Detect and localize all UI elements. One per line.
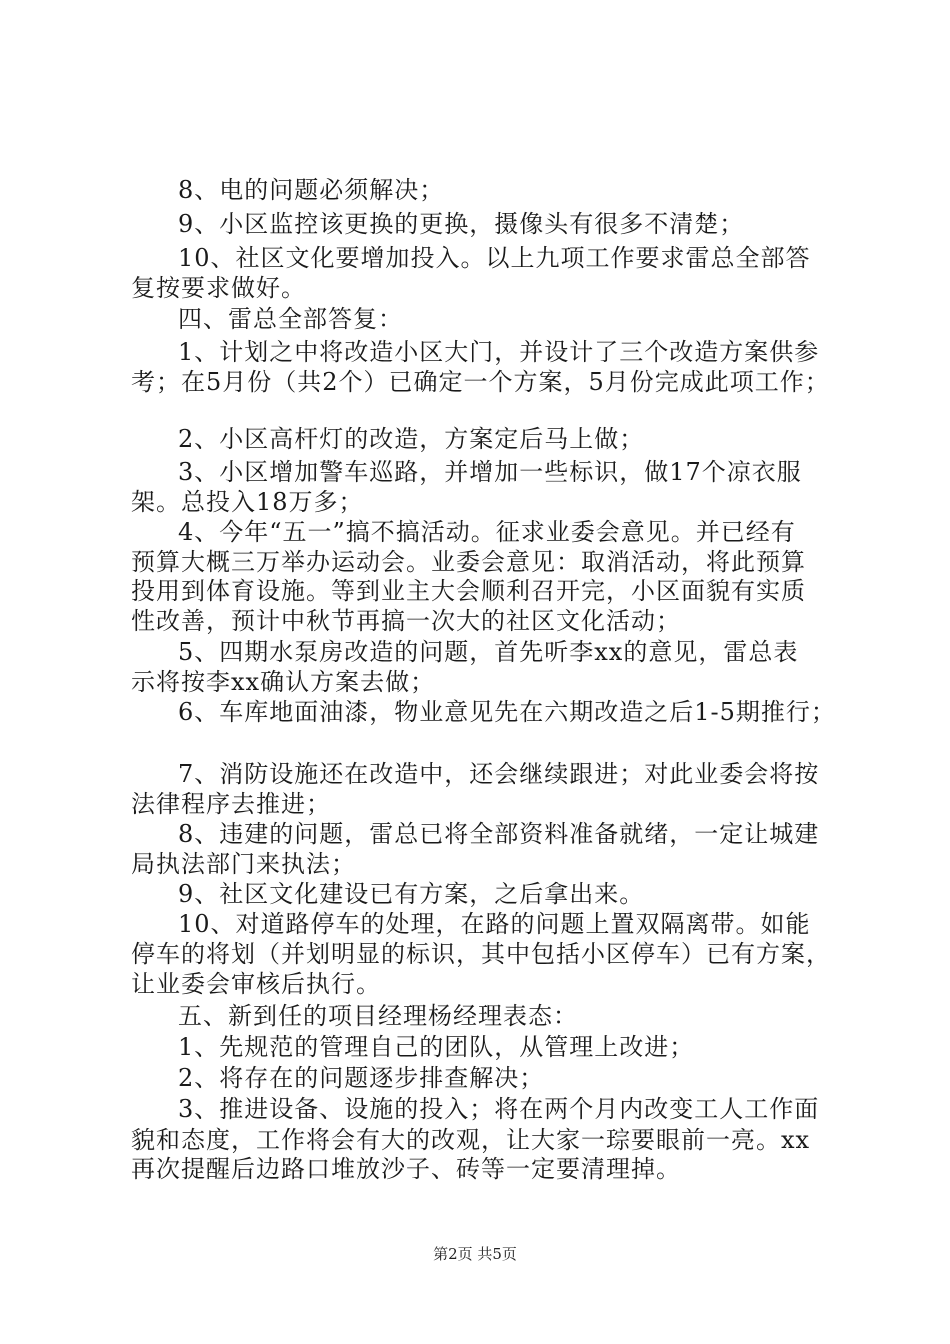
section-heading: 四、雷总全部答复： <box>178 305 403 333</box>
section-heading: 五、新到任的项目经理杨经理表态： <box>178 1002 578 1030</box>
paragraph-line: 局执法部门来执法； <box>131 850 356 878</box>
paragraph-line: 预算大概三万举办运动会。业委会意见：取消活动，将此预算 <box>131 548 806 576</box>
paragraph-line: 7、消防设施还在改造中，还会继续跟进；对此业委会将按 <box>178 760 820 788</box>
paragraph-line: 9、社区文化建设已有方案，之后拿出来。 <box>178 880 645 908</box>
paragraph-line: 10、对道路停车的处理，在路的问题上置双隔离带。如能 <box>178 910 811 938</box>
page-number-footer: 第2页 共5页 <box>433 1245 517 1263</box>
paragraph-line: 再次提醒后边路口堆放沙子、砖等一定要清理掉。 <box>131 1155 681 1183</box>
paragraph-line: 1、计划之中将改造小区大门，并设计了三个改造方案供参 <box>178 338 820 366</box>
paragraph-line: 架。总投入18万多； <box>131 488 364 516</box>
paragraph-line: 5、四期水泵房改造的问题，首先听李xx的意见，雷总表 <box>178 638 799 666</box>
paragraph-line: 8、违建的问题，雷总已将全部资料准备就绪，一定让城建 <box>178 820 820 848</box>
paragraph-line: 8、电的问题必须解决； <box>178 176 445 204</box>
paragraph-line: 3、推进设备、设施的投入；将在两个月内改变工人工作面 <box>178 1095 820 1123</box>
paragraph-line: 2、小区高杆灯的改造，方案定后马上做； <box>178 425 645 453</box>
paragraph-line: 停车的将划（并划明显的标识，其中包括小区停车）已有方案， <box>131 940 831 968</box>
paragraph-line: 示将按李xx确认方案去做； <box>131 668 436 696</box>
paragraph-line: 3、小区增加警车巡路，并增加一些标识，做17个凉衣服 <box>178 458 802 486</box>
paragraph-line: 性改善，预计中秋节再搞一次大的社区文化活动； <box>131 607 681 635</box>
paragraph-line: 考；在5月份（共2个）已确定一个方案，5月份完成此项工作； <box>131 368 830 396</box>
paragraph-line: 复按要求做好。 <box>131 274 306 302</box>
paragraph-line: 法律程序去推进； <box>131 790 331 818</box>
paragraph-line: 10、社区文化要增加投入。以上九项工作要求雷总全部答 <box>178 244 811 272</box>
paragraph-line: 让业委会审核后执行。 <box>131 970 381 998</box>
paragraph-line: 貌和态度，工作将会有大的改观，让大家一琮要眼前一亮。xx <box>131 1126 811 1154</box>
paragraph-line: 9、小区监控该更换的更换，摄像头有很多不清楚； <box>178 210 745 238</box>
paragraph-line: 2、将存在的问题逐步排查解决； <box>178 1064 545 1092</box>
paragraph-line: 投用到体育设施。等到业主大会顺利召开完，小区面貌有实质 <box>131 577 806 605</box>
paragraph-line: 6、车库地面油漆，物业意见先在六期改造之后1-5期推行； <box>178 698 836 726</box>
paragraph-line: 4、今年“五一”搞不搞活动。征求业委会意见。并已经有 <box>178 518 796 546</box>
paragraph-line: 1、先规范的管理自己的团队，从管理上改进； <box>178 1033 695 1061</box>
